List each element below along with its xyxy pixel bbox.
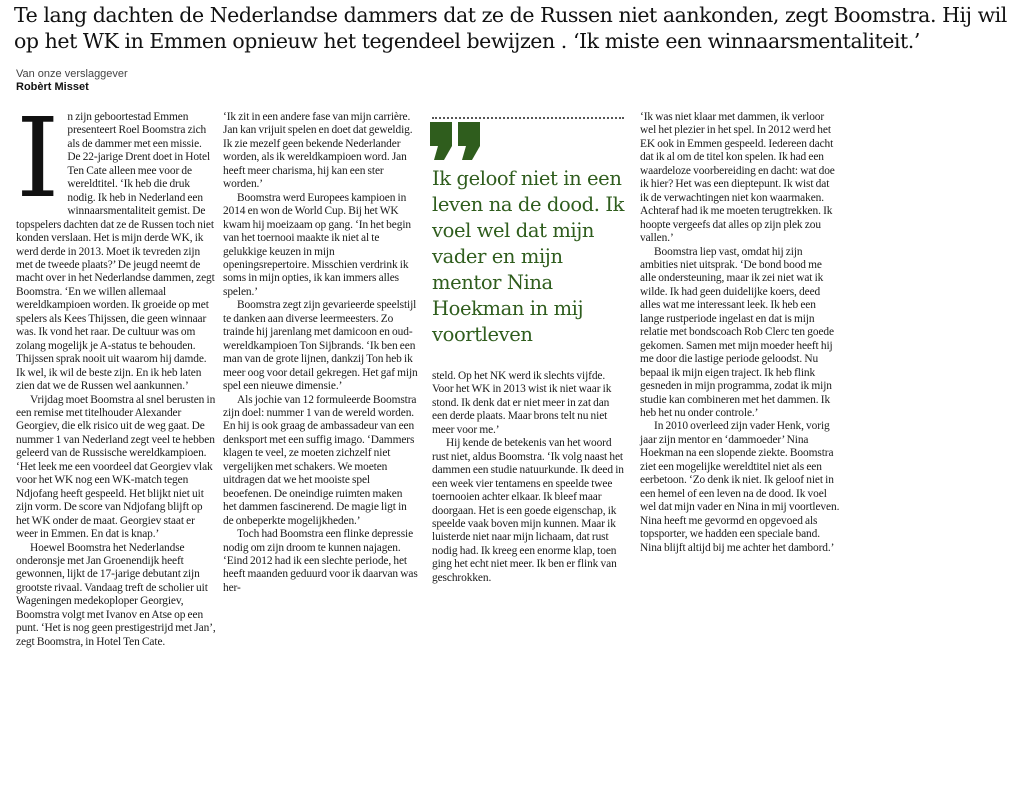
paragraph: steld. Op het NK werd ik slechts vijfde. Voor het WK in 2013 wist ik niet waar ik stond. Ik denk dat er niet meer in zat dan een derde plaats. Maar brons telt nu niet meer voor me.’ [432,370,612,436]
paragraph: Als jochie van 12 formuleerde Boomstra zijn doel: nummer 1 van de wereld worden. En hij is ook graag de ambassadeur van een denksport met een suffig imago. ‘Dammers klagen te veel, ze moeten zichzelf niet vergelijken met schakers. We moeten uitdragen dat we het mooiste spel beoefenen. De oneindige ruimten maken het dammen fascinerend. De magie ligt in de onbeperkte mogelijkheden.’ [223,393,417,527]
paragraph: Boomstra werd Europees kampioen in 2014 en won de World Cup. Bij het WK kwam hij moeizaam op gang. ‘In het begin van het toernooi maakte ik niet al te gelukkige keuzen in mijn openingsrepertoire. Misschien verdrink ik soms in mijn opties, ik kan immers alles spelen.’ [223,191,411,298]
paragraph: In 2010 overleed zijn vader Henk, vorig jaar zijn mentor en ‘dammoeder’ Nina Hoekman na een slopende ziekte. Boomstra ziet een mogelijke wereldtitel niet als een eerbetoon. ‘Zo denk ik niet. Ik geloof niet in een hemel of een leven na de dood. Ik voel wel dat mijn vader en Nina in mij voortleven. Nina heeft me gevormd en opgevoed als topsporter, we hadden een speciale band. Nina blijft altijd bij me achter het dambord.’ [640,420,840,554]
paragraph: Vrijdag moet Boomstra al snel berusten in een remise met titelhouder Alexander Georgiev, die elk risico uit de weg gaat. De nummer 1 van Nederland zegt veel te hebben geleerd van de Russische wereldkampioen. ‘Het leek me een voordeel dat Georgiev vlak voor het WK nog een WK-match tegen Ndjofang heeft gespeeld. Het blijkt niet uit zijn vorm. De score van Ndjofang blijft op het WK onder de maat. Georgiev staat er weer in Emmen. En dat is knap.’ [16,393,216,541]
byline-label: Van onze verslaggever [16,68,128,80]
article-column-2 [223,111,418,595]
paragraph: ‘Ik zit in een andere fase van mijn carrière. Jan kan vrijuit spelen en doet dat geweldig. Ik zie mezelf geen bekende Nederlander worden, als ik wereldkampioen word. Jan heeft meer charisma, hij kan een ster worden.’ [223,111,413,191]
paragraph: Boomstra liep vast, omdat hij zijn ambities niet uitsprak. ‘De bond bood me alle ondersteuning, maar ik zei niet wat ik wilde. Ik had geen duidelijke koers, deed alles wat me interessant leek. Ik heb een lange rustperiode ingelast en dat is mijn relatie met bondscoach Rob Clerc ten goede gekomen. Samen met mijn moeder heeft hij me door die lastige periode geloodst. Nu bepaal ik mijn eigen traject. Ik heb flink gesneden in mijn programma, zodat ik mijn studie kan combineren met het dammen. Ik heb het nu onder controle.’ [640,245,834,419]
byline-author: Robèrt Misset [16,81,89,93]
paragraph: Hoewel Boomstra het Nederlandse onderonsje met Jan Groenendijk heeft gewonnen, lijkt de 17-jarige debutant zijn grootste rivaal. Vandaag treft de scholier uit Wageningen medekoploper Georgiev, Boomstra volgt met Ivanov en Atse op een punt. ‘Het is nog geen prestigestrijd met Jan’, zegt Boomstra, in Hotel Ten Cate. [16,541,216,648]
paragraph: ‘Ik was niet klaar met dammen, ik verloor wel het plezier in het spel. In 2012 werd het EK ook in Emmen gespeeld. Iedereen dacht dat ik al om de titel kon spelen. Ik had een waardeloze voorbereiding en dacht: wat doe ik hier? Het was een dieptepunt. Ik wist dat ik de verwachtingen niet kon waarmaken. Achteraf had ik me moeten terugtrekken. Ik hoopte vergeefs dat alles op zijn plek zou vallen.’ [640,111,835,245]
paragraph: n zijn geboortestad Emmen presenteert Roel Boomstra zich als de dammer met een missie. De 22-jarige Drent doet in Hotel Ten Cate alleen mee voor de wereldtitel. ‘Ik heb die druk nodig. Ik heb in Nederland een winnaarsmentaliteit gemist. De topspelers dachten dat ze de Russen toch niet konden verslaan. Het is mijn derde WK, ik werd derde in 2013. Moet ik tevreden zijn met de tweede plaats?’ De jeugd neemt de macht over in het Nederlandse dammen, zegt Boomstra. ‘En we willen allemaal wereldkampioen worden. Ik groeide op met spelers als Kees Thijssen, die geen winnaar was. Ik vond het raar. De cultuur was om zolang mogelijk je A-status te behouden. Thijssen sprak nooit uit waarom hij damde. Ik wel, ik wil de beste zijn. En ik heb laten zien dat we de Russen wel aankunnen.’ [16,111,215,393]
paragraph: Hij kende de betekenis van het woord rust niet, aldus Boomstra. ‘Ik volg naast het dammen een studie natuurkunde. Ik deed in een week vier tentamens en speelde twee toernooien achter elkaar. Ik bleef maar doorgaan. Het is een goede eigenschap, ik speelde vaak boven mijn kunnen. Maar ik luisterde niet naar mijn lichaam, dat rust nodig had. Ik kreeg een enorme klap, toen ging het echt niet meer. Ik ben er flink van geschrokken. [432,437,624,584]
dropcap: I [16,94,60,222]
headline: Te lang dachten de Nederlandse dammers dat ze de Russen niet aankonden, zegt Boomstra. Hij wil op het WK in Emmen opnieuw het tegendeel bewijzen . ‘Ik miste een winnaarsmentaliteit.’ [14,3,1007,53]
pull-quote-divider [432,117,624,119]
article-column-3 [432,370,624,585]
paragraph: Toch had Boomstra een flinke depressie nodig om zijn droom te kunnen najagen. ‘Eind 2012 had ik een slechte periode, het heeft maanden geduurd voor ik daarvan was her- [223,528,418,594]
article-column-1 [16,94,216,649]
quote-mark-icon [430,122,482,162]
pull-quote: Ik geloof niet in een leven na de dood. Ik voel wel dat mijn vader en mijn mentor Nina Hoekman in mij voortleven [432,167,625,346]
article-column-4 [640,111,840,555]
paragraph: Boomstra zegt zijn gevarieerde speelstijl te danken aan diverse leermeesters. Zo trainde hij jarenlang met damicoon en oud-wereldkampioen Ton Sijbrands. ‘Ik ben een man van de grote lijnen, dankzij Ton heb ik meer oog voor detail gekregen. Het gaf mijn spel een nieuwe dimensie.’ [223,299,418,393]
